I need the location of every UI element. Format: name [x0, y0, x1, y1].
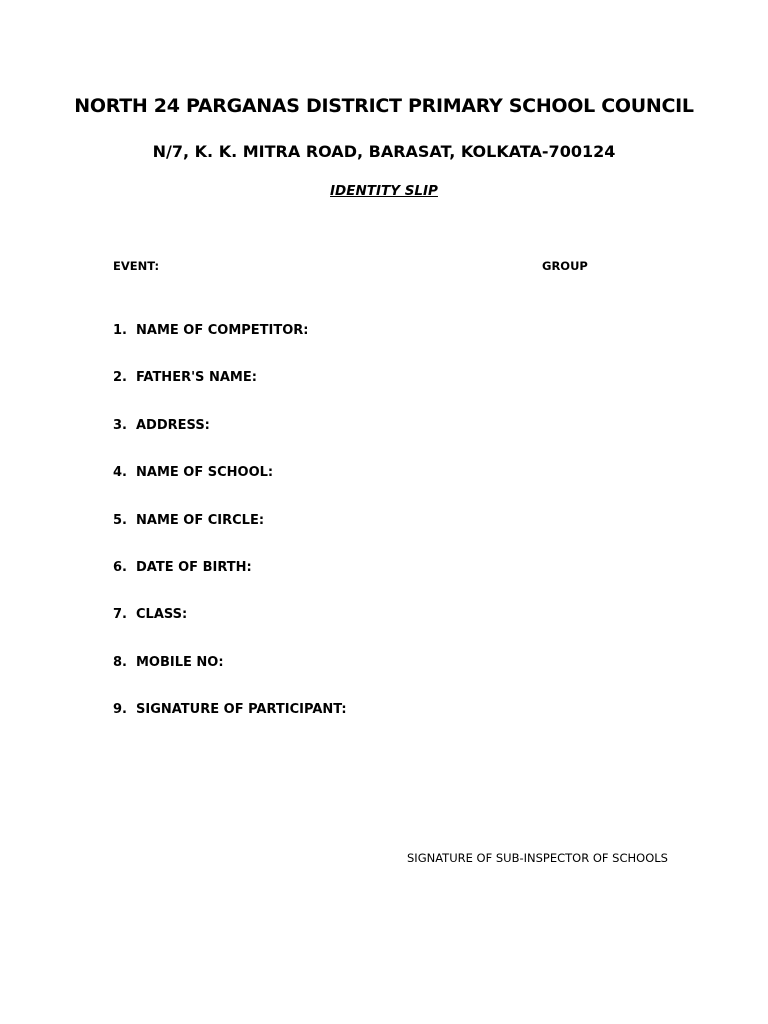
field-row-date-of-birth — [113, 560, 347, 607]
field-label: ADDRESS: — [136, 417, 210, 433]
field-number: 3. — [113, 417, 127, 433]
field-number: 6. — [113, 559, 127, 575]
field-number: 4. — [113, 465, 127, 481]
field-row-address — [113, 418, 347, 465]
field-number: 5. — [113, 512, 127, 528]
field-label: NAME OF SCHOOL: — [136, 465, 274, 481]
field-label: CLASS: — [136, 607, 188, 623]
group-label: GROUP — [542, 259, 588, 273]
field-label: NAME OF CIRCLE: — [136, 512, 265, 528]
field-label: NAME OF COMPETITOR: — [136, 323, 309, 338]
inspector-signature-label: SIGNATURE OF SUB-INSPECTOR OF SCHOOLS — [407, 851, 668, 865]
field-number: 9. — [113, 702, 127, 718]
field-row-name-of-circle — [113, 513, 347, 560]
field-row-class — [113, 607, 347, 654]
field-row-name-of-competitor — [113, 323, 347, 370]
field-number: 1. — [113, 323, 127, 338]
field-number: 2. — [113, 370, 127, 386]
slip-heading: IDENTITY SLIP — [330, 183, 438, 199]
field-label: DATE OF BIRTH: — [136, 559, 252, 575]
field-row-fathers-name — [113, 370, 347, 417]
field-label: MOBILE NO: — [136, 654, 224, 670]
event-label: EVENT: — [113, 259, 160, 273]
council-title: NORTH 24 PARGANAS DISTRICT PRIMARY SCHOOL COUNCIL — [74, 95, 694, 117]
competitor-field-list — [113, 323, 347, 750]
council-address: N/7, K. K. MITRA ROAD, BARASAT, KOLKATA-700124 — [152, 142, 616, 161]
field-row-name-of-school — [113, 465, 347, 512]
field-label: FATHER'S NAME: — [136, 370, 257, 386]
field-row-signature-of-participant — [113, 702, 347, 749]
field-label: SIGNATURE OF PARTICIPANT: — [136, 702, 347, 718]
field-number: 7. — [113, 607, 127, 623]
field-number: 8. — [113, 654, 127, 670]
field-row-mobile-no — [113, 655, 347, 702]
